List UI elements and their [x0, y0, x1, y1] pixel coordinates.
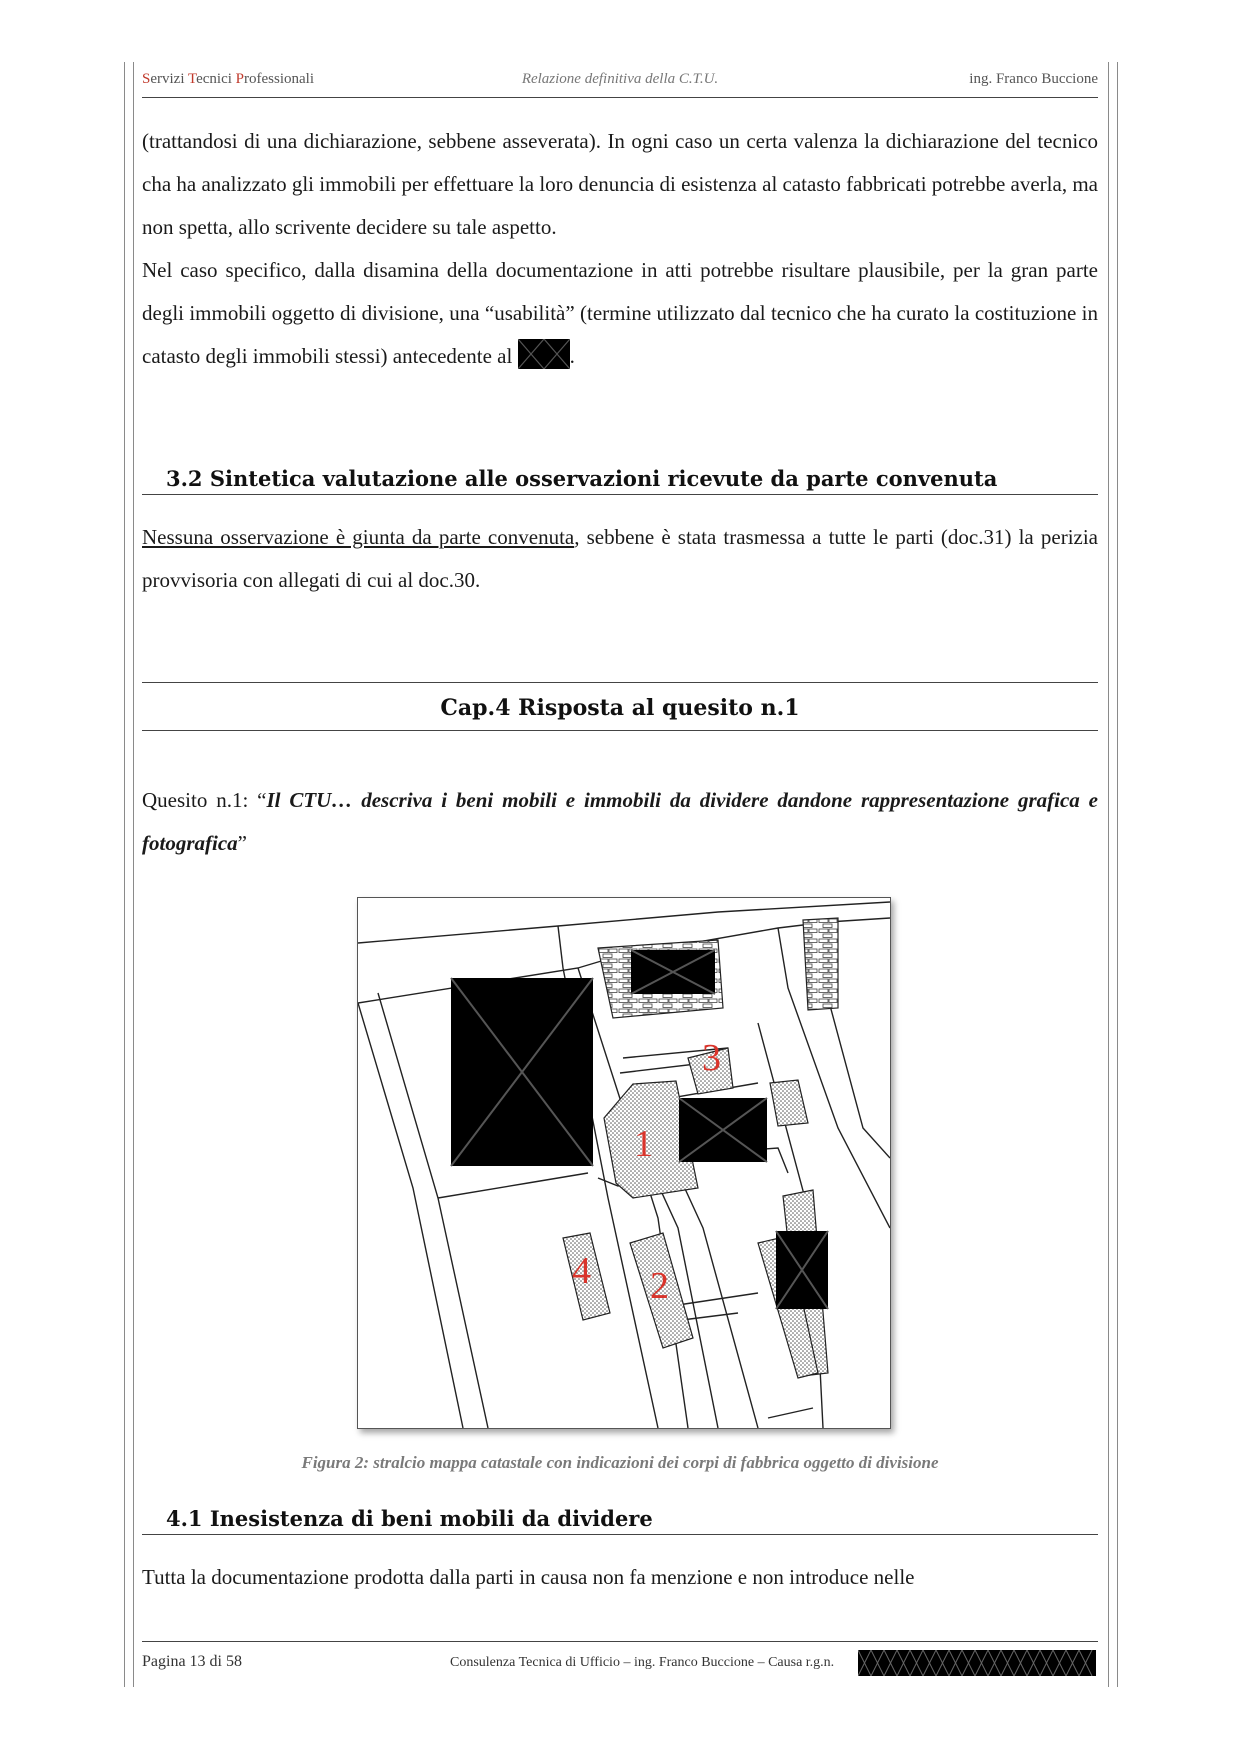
page-frame-left	[124, 62, 134, 1687]
paragraph-text: (trattandosi di una dichiarazione, sebbene asseverata). In ogni caso un certa valenza la dichiarazione del tecnico cha ha analizzato gli immobili per effettuare la loro denuncia di esistenza al catasto fabbricati potrebbe averla, ma non spetta, allo scrivente decidere su tale aspetto.	[142, 129, 1098, 239]
header-right: ing. Franco Buccione	[969, 71, 1098, 87]
section-heading-4-1: 4.1 Inesistenza di beni mobili da dividere	[166, 1506, 653, 1531]
paragraph-quesito: Quesito n.1: “Il CTU… descriva i beni mobili e immobili da dividere dandone rappresentazione grafica e fotografica”	[142, 788, 1098, 855]
cadastral-map-figure	[357, 897, 891, 1429]
section-rule	[142, 1534, 1098, 1535]
paragraph-observations: Nessuna osservazione è giunta da parte convenuta, sebbene è stata trasmessa a tutte le parti (doc.31) la perizia provvisoria con allegati di cui al doc.30.	[142, 525, 1098, 592]
map-label-3: 3	[702, 1037, 721, 1079]
footer-rule	[142, 1641, 1098, 1642]
redacted-case-number	[858, 1650, 1096, 1676]
redacted-date	[518, 339, 570, 369]
paragraph-usability: Nel caso specifico, dalla disamina della documentazione in atti potrebbe risultare plausibile, per la gran parte degli immobili oggetto di divisione, una “usabilità” (termine utilizzato dal tecnico che ha curato la costituzione in catasto degli immobili stessi) antecedente al .	[142, 258, 1098, 368]
chapter-title: Cap.4 Risposta al quesito n.1	[440, 695, 800, 721]
map-label-2: 2	[650, 1265, 669, 1307]
redacted-parcel-center	[679, 1098, 767, 1162]
figure-caption: Figura 2: stralcio mappa catastale con indicazioni dei corpi di fabbrica oggetto di divisione	[301, 1453, 939, 1472]
footer-case-text: Consulenza Tecnica di Ufficio – ing. Franco Buccione – Causa r.g.n.	[450, 1655, 835, 1670]
page-number: Pagina 13 di 58	[142, 1653, 242, 1670]
redacted-parcel-large	[451, 978, 593, 1166]
chapter-rule-bottom	[142, 730, 1098, 731]
section-rule	[142, 494, 1098, 495]
redacted-parcel-top	[631, 950, 715, 994]
quesito-text: Il CTU… descriva i beni mobili e immobili da dividere dandone rappresentazione grafica e fotografica	[142, 788, 1098, 855]
chapter-rule-top	[142, 682, 1098, 683]
section-heading-3-2: 3.2 Sintetica valutazione alle osservazioni ricevute da parte convenuta	[166, 466, 998, 491]
paragraph-intro	[142, 120, 1098, 378]
header-rule	[142, 97, 1098, 98]
map-label-4: 4	[572, 1250, 591, 1292]
header-left: Servizi Tecnici Professionali	[142, 71, 314, 87]
map-label-1: 1	[634, 1123, 653, 1165]
cadastral-map-drawing	[358, 898, 890, 1428]
paragraph-beni-mobili: Tutta la documentazione prodotta dalla parti in causa non fa menzione e non introduce nelle	[142, 1565, 915, 1589]
underlined-statement: Nessuna osservazione è giunta da parte convenuta	[142, 525, 575, 549]
page-frame-right	[1108, 62, 1118, 1687]
header-center: Relazione definitiva della C.T.U.	[521, 71, 719, 87]
redacted-parcel-right	[776, 1231, 828, 1309]
